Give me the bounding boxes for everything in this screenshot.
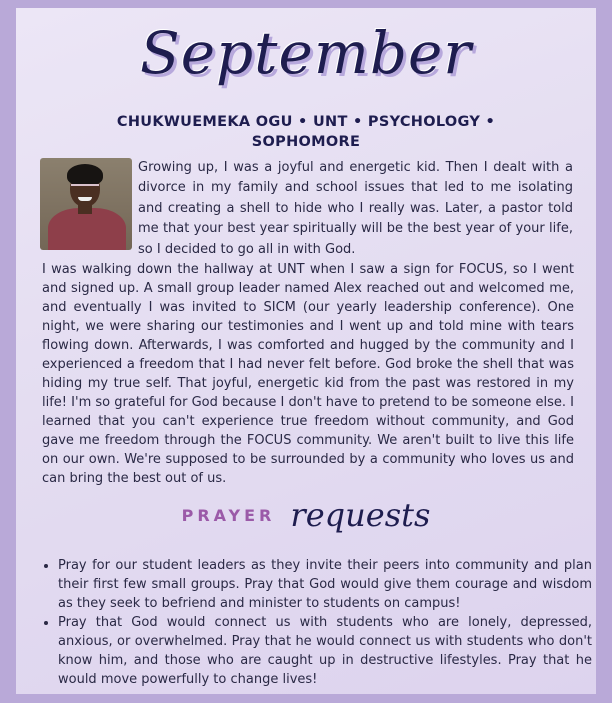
author-line: CHUKWUEMEKA OGU • UNT • PSYCHOLOGY • SOPHOMORE bbox=[116, 114, 496, 150]
requests-heading-word: requests bbox=[290, 496, 431, 534]
month-title: September bbox=[140, 19, 472, 87]
prayer-requests-heading bbox=[16, 496, 596, 546]
testimony-paragraph-1: Growing up, I was a joyful and energetic kid. Then I dealt with a divorce in my family and school issues that led to me isolating and creating a shell to hide who I really was. Later, a pastor told me that your best year spiritually will be the best year of your life, so I decided to go all in with God. bbox=[138, 160, 573, 257]
prayer-heading-word: PRAYER bbox=[181, 505, 276, 525]
testimony-paragraph-2: I was walking down the hallway at UNT when I saw a sign for FOCUS, so I went and signed up. A small group leader named Alex reached out and welcomed me, and eventually I was invited to SICM (our yearly leadership conference). One night, we were sharing our testimonies and I went up and told mine with tears flowing down. Afterwards, I was comforted and hugged by the community and I experienced a freedom that I had never felt before. God broke the shell that was hiding my true self. That joyful, energetic kid from the past was restored in my life! I'm so grateful for God because I don't have to pretend to be someone else. I learned that you can't experience true freedom without community, and God gave me freedom through the FOCUS community. We aren't built to live this life on our own. We're supposed to be surrounded by a community who loves us and can bring the best out of us. bbox=[42, 262, 574, 486]
prayer-item: • Pray for our student leaders as they invite their peers into community and plan their first few small groups. Pray that God would give them courage and wisdom as they seek to befriend and minister to students on campus! bbox=[58, 556, 592, 613]
photo-glasses bbox=[71, 184, 99, 192]
prayer-list bbox=[40, 556, 592, 689]
prayer-item: • Pray that God would connect us with students who are lonely, depressed, anxious, or overwhelmed. Pray that he would connect us with students who don't know him, and those who are caught up in destructive lifestyles. Pray that he would move powerfully to change lives! bbox=[58, 613, 592, 689]
photo-smile bbox=[78, 197, 92, 201]
newsletter-page bbox=[16, 8, 596, 694]
student-photo bbox=[40, 158, 132, 250]
photo-hair bbox=[67, 164, 103, 186]
photo-shirt bbox=[48, 208, 126, 250]
